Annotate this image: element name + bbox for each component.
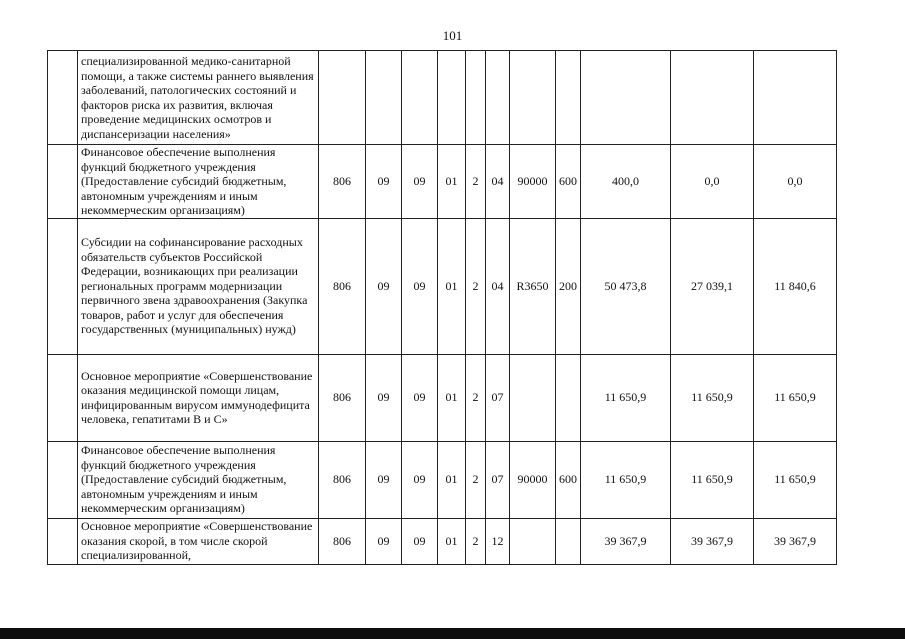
row-index-cell	[48, 441, 78, 518]
amount-year-3: 11 650,9	[754, 354, 837, 441]
amount-year-2: 0,0	[671, 145, 754, 219]
activity-code: 12	[486, 518, 510, 564]
program-code: 01	[438, 354, 466, 441]
amount-year-1: 39 367,9	[581, 518, 671, 564]
table-row	[48, 441, 837, 518]
subsection-code: 09	[402, 145, 438, 219]
table-row	[48, 354, 837, 441]
row-index-cell	[48, 51, 78, 145]
ministry-code: 806	[319, 218, 366, 354]
program-code: 01	[438, 518, 466, 564]
page-number: 101	[442, 28, 463, 43]
ministry-code	[319, 51, 366, 145]
budget-table	[47, 50, 837, 565]
row-description: Субсидии на софинансирование расходных обязательств субъектов Российской Федерации, возникающих при реализации региональных программ модернизации первичного звена здравоохранения (Закупка товаров, работ и услуг для обеспечения государственных (муниципальных) нужд)	[78, 218, 319, 354]
program-code: 01	[438, 441, 466, 518]
table-row	[48, 518, 837, 564]
table-row	[48, 51, 837, 145]
expense-type-code: 600	[556, 145, 581, 219]
amount-year-3: 0,0	[754, 145, 837, 219]
amount-year-1: 50 473,8	[581, 218, 671, 354]
amount-year-2: 11 650,9	[671, 354, 754, 441]
ministry-code: 806	[319, 145, 366, 219]
program-code: 01	[438, 218, 466, 354]
expense-type-code	[556, 51, 581, 145]
subprogram-code: 2	[466, 441, 486, 518]
activity-code: 07	[486, 354, 510, 441]
subprogram-code: 2	[466, 218, 486, 354]
subsection-code: 09	[402, 441, 438, 518]
subsection-code	[402, 51, 438, 145]
amount-year-3: 39 367,9	[754, 518, 837, 564]
expense-type-code	[556, 518, 581, 564]
direction-code	[510, 354, 556, 441]
activity-code: 04	[486, 218, 510, 354]
row-description: Основное мероприятие «Совершенствование оказания скорой, в том числе скорой специализированной,	[78, 518, 319, 564]
row-description: Финансовое обеспечение выполнения функций бюджетного учреждения (Предоставление субсидий бюджетным, автономным учреждениям и иным некоммерческим организациям)	[78, 441, 319, 518]
amount-year-2: 11 650,9	[671, 441, 754, 518]
amount-year-3: 11 840,6	[754, 218, 837, 354]
section-code: 09	[366, 518, 402, 564]
row-index-cell	[48, 218, 78, 354]
subprogram-code	[466, 51, 486, 145]
scan-edge	[0, 628, 905, 639]
subsection-code: 09	[402, 518, 438, 564]
row-index-cell	[48, 518, 78, 564]
subsection-code: 09	[402, 354, 438, 441]
direction-code	[510, 518, 556, 564]
program-code: 01	[438, 145, 466, 219]
amount-year-1: 400,0	[581, 145, 671, 219]
subsection-code: 09	[402, 218, 438, 354]
amount-year-1	[581, 51, 671, 145]
expense-type-code: 600	[556, 441, 581, 518]
direction-code: 90000	[510, 441, 556, 518]
amount-year-2: 39 367,9	[671, 518, 754, 564]
section-code: 09	[366, 218, 402, 354]
section-code: 09	[366, 354, 402, 441]
row-index-cell	[48, 354, 78, 441]
section-code	[366, 51, 402, 145]
ministry-code: 806	[319, 354, 366, 441]
subprogram-code: 2	[466, 354, 486, 441]
row-index-cell	[48, 145, 78, 219]
amount-year-2: 27 039,1	[671, 218, 754, 354]
ministry-code: 806	[319, 441, 366, 518]
amount-year-3: 11 650,9	[754, 441, 837, 518]
expense-type-code: 200	[556, 218, 581, 354]
amount-year-1: 11 650,9	[581, 354, 671, 441]
table-row	[48, 218, 837, 354]
program-code	[438, 51, 466, 145]
activity-code	[486, 51, 510, 145]
direction-code	[510, 51, 556, 145]
ministry-code: 806	[319, 518, 366, 564]
table-row	[48, 145, 837, 219]
activity-code: 07	[486, 441, 510, 518]
direction-code: R3650	[510, 218, 556, 354]
section-code: 09	[366, 145, 402, 219]
amount-year-2	[671, 51, 754, 145]
subprogram-code: 2	[466, 518, 486, 564]
amount-year-1: 11 650,9	[581, 441, 671, 518]
row-description: специализированной медико-санитарной помощи, а также системы раннего выявления заболеваний, патологических состояний и факторов риска их развития, включая проведение медицинских осмотров и диспансеризации населения»	[78, 51, 319, 145]
row-description: Основное мероприятие «Совершенствование оказания медицинской помощи лицам, инфицированным вирусом иммунодефицита человека, гепатитами В и С»	[78, 354, 319, 441]
direction-code: 90000	[510, 145, 556, 219]
amount-year-3	[754, 51, 837, 145]
row-description: Финансовое обеспечение выполнения функций бюджетного учреждения (Предоставление субсидий бюджетным, автономным учреждениям и иным некоммерческим организациям)	[78, 145, 319, 219]
expense-type-code	[556, 354, 581, 441]
subprogram-code: 2	[466, 145, 486, 219]
section-code: 09	[366, 441, 402, 518]
activity-code: 04	[486, 145, 510, 219]
